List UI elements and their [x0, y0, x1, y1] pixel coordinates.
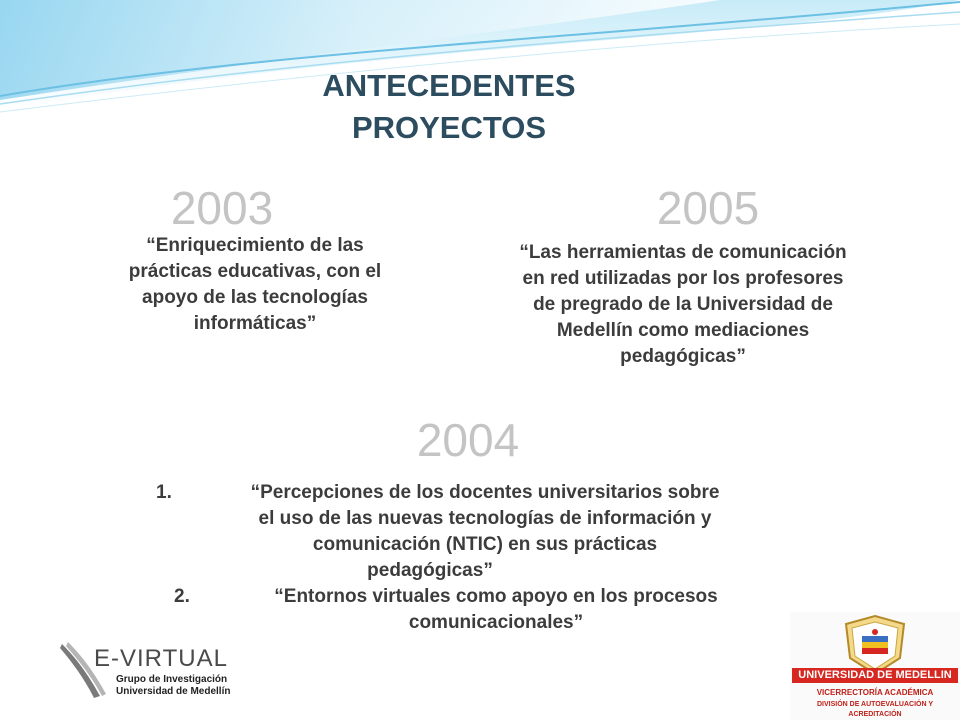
list-item-line: comunicacionales” [408, 612, 584, 633]
list-item-line: “Entornos virtuales como apoyo en los procesos [274, 586, 718, 607]
project-2005-line: Medellín como mediaciones [556, 320, 810, 341]
list-item [150, 480, 790, 584]
year-2004-label: 2004 [416, 414, 520, 466]
list-item-line: el uso de las nuevas tecnologías de información y [258, 508, 712, 529]
project-2003-line: “Enriquecimiento de las [146, 235, 364, 256]
udem-logo [790, 612, 960, 720]
list-item-line: pedagógicas” [367, 560, 493, 581]
year-2003-label: 2003 [170, 182, 274, 234]
project-2003-line: informáticas” [193, 313, 317, 334]
project-2004-list [150, 480, 790, 636]
year-2005-label: 2005 [656, 182, 760, 234]
list-item-line: comunicación (NTIC) en sus prácticas [312, 534, 658, 555]
slide-title-line1: ANTECEDENTES [322, 68, 576, 103]
udem-vicerrectoria: VICERRECTORÍA ACADÉMICA [816, 688, 934, 697]
evirtual-logo [58, 638, 258, 700]
project-2005-line: “Las herramientas de comunicación [519, 242, 847, 263]
slide-title-line2: PROYECTOS [351, 110, 547, 145]
evirtual-subtitle-2: Universidad de Medellín [116, 686, 231, 697]
project-2003-line: prácticas educativas, con el [128, 261, 382, 282]
list-item-number: 2. [174, 586, 190, 607]
udem-division: DIVISIÓN DE AUTOEVALUACIÓN Y ACREDITACIÓN [816, 701, 934, 718]
evirtual-subtitle-1: Grupo de Investigación [116, 674, 228, 685]
project-2003-line: apoyo de las tecnologías [142, 287, 368, 308]
project-2003-text [80, 233, 430, 337]
list-item [150, 584, 790, 636]
list-item-line: “Percepciones de los docentes universitarios sobre [250, 482, 720, 503]
evirtual-name: E-VIRTUAL [94, 645, 228, 672]
udem-seal-icon [840, 614, 910, 676]
udem-name: UNIVERSIDAD DE MEDELLIN [792, 668, 958, 683]
list-item-number: 1. [156, 482, 172, 503]
project-2005-line: de pregrado de la Universidad de [533, 294, 833, 315]
project-2005-line: en red utilizadas por los profesores [522, 268, 844, 289]
project-2005-text [468, 240, 898, 370]
project-2005-line: pedagógicas” [620, 346, 746, 367]
